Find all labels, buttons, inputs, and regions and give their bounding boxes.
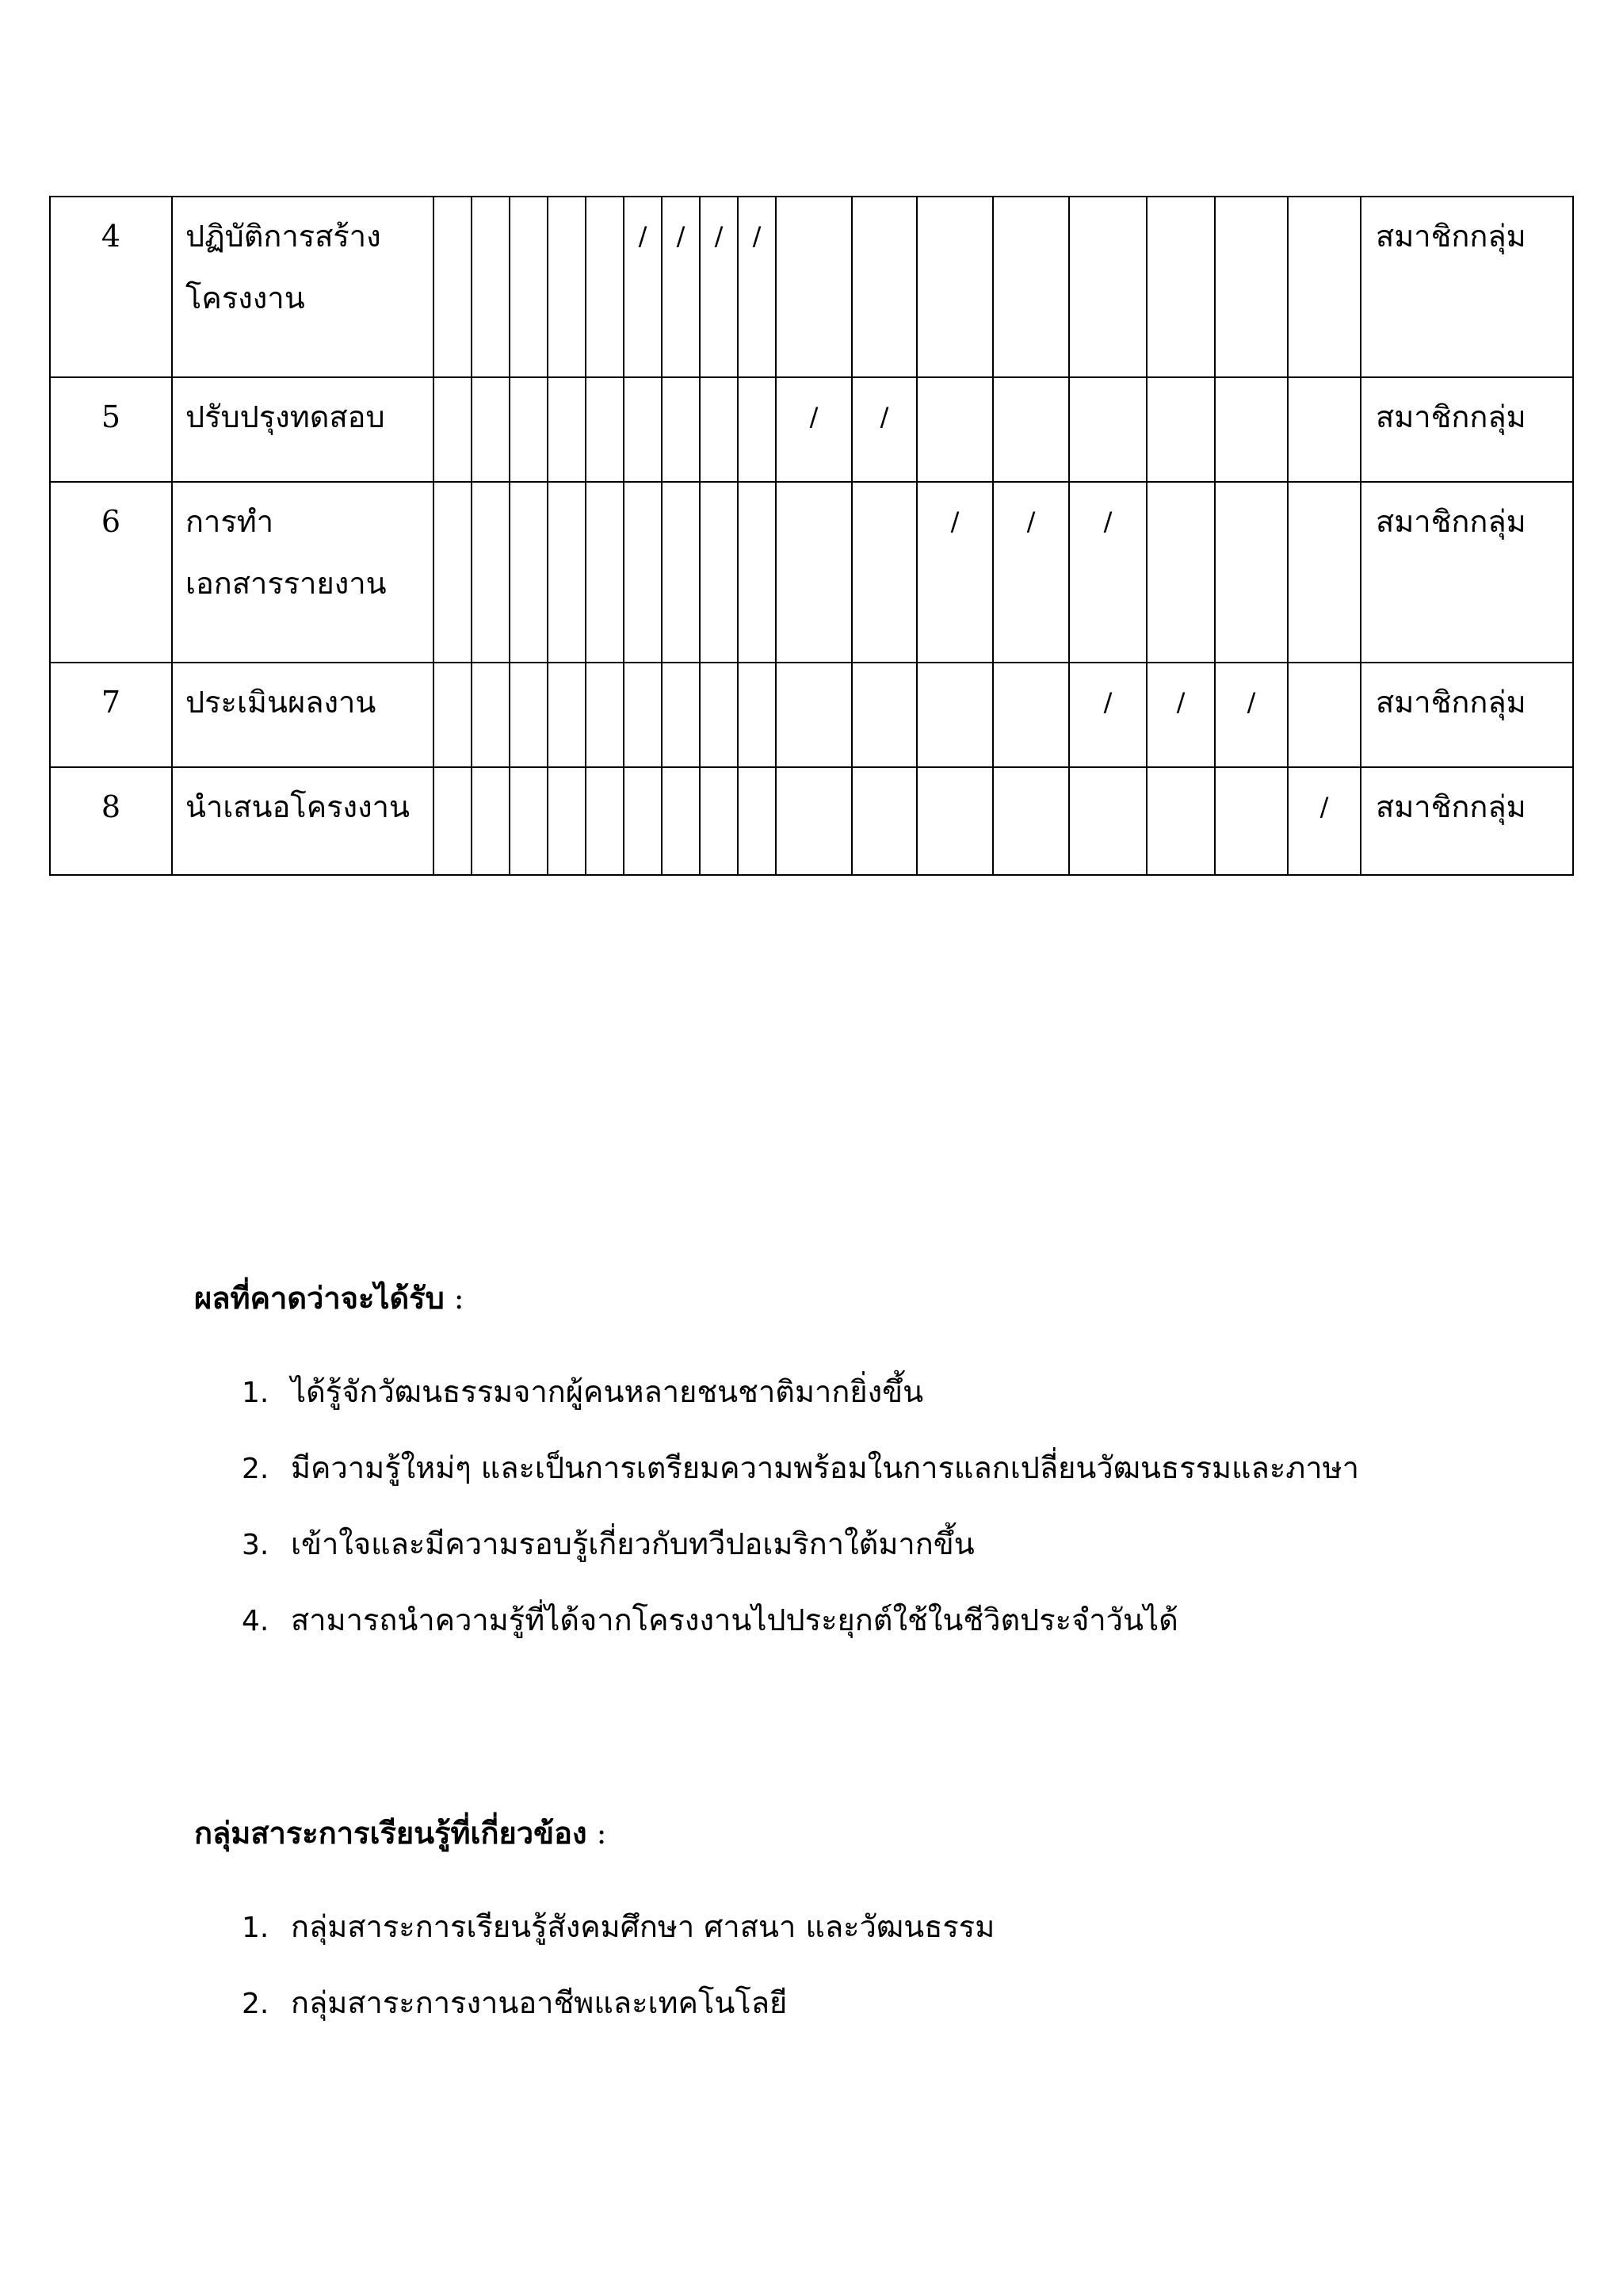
list-text: กลุ่มสาระการงานอาชีพและเทคโนโลยี bbox=[291, 1985, 788, 2020]
schedule-mark-cell bbox=[662, 663, 700, 767]
activity-text: โครงงาน bbox=[185, 281, 305, 315]
schedule-mark-cell bbox=[700, 767, 738, 875]
schedule-mark-cell bbox=[917, 767, 993, 875]
schedule-mark-cell bbox=[993, 663, 1069, 767]
schedule-mark-cell bbox=[510, 197, 548, 377]
schedule-mark-cell bbox=[1288, 482, 1361, 663]
schedule-mark-cell bbox=[917, 663, 993, 767]
schedule-mark-cell bbox=[662, 482, 700, 663]
activity-cell bbox=[172, 197, 433, 377]
expected-results-heading bbox=[194, 1276, 1541, 1320]
schedule-mark-cell bbox=[776, 482, 852, 663]
schedule-mark-cell bbox=[433, 482, 472, 663]
activity-cell bbox=[172, 377, 433, 482]
schedule-mark-cell bbox=[852, 482, 917, 663]
schedule-mark-cell bbox=[1215, 767, 1288, 875]
schedule-mark-cell: / bbox=[1147, 663, 1215, 767]
activity-cell bbox=[172, 767, 433, 875]
table-row bbox=[50, 377, 1573, 482]
schedule-mark-cell: / bbox=[1069, 482, 1147, 663]
schedule-mark-cell bbox=[1215, 197, 1288, 377]
schedule-mark-cell bbox=[586, 377, 624, 482]
schedule-mark-cell bbox=[586, 482, 624, 663]
schedule-mark-cell: / bbox=[1069, 663, 1147, 767]
row-number: 8 bbox=[50, 767, 172, 875]
related-subjects-heading-text: กลุ่มสาระการเรียนรู้ที่เกี่ยวข้อง bbox=[194, 1815, 587, 1851]
schedule-mark-cell bbox=[433, 197, 472, 377]
schedule-mark-cell: / bbox=[1215, 663, 1288, 767]
schedule-mark-cell: / bbox=[738, 197, 776, 377]
schedule-mark-cell: / bbox=[700, 197, 738, 377]
schedule-mark-cell bbox=[852, 767, 917, 875]
row-number: 5 bbox=[50, 377, 172, 482]
schedule-mark-cell bbox=[624, 767, 662, 875]
schedule-mark-cell bbox=[624, 663, 662, 767]
activity-text: ประเมินผลงาน bbox=[185, 685, 376, 720]
table-row bbox=[50, 197, 1573, 377]
schedule-mark-cell bbox=[433, 377, 472, 482]
schedule-mark-cell: / bbox=[1288, 767, 1361, 875]
list-item bbox=[194, 1598, 1541, 1674]
schedule-mark-cell: / bbox=[993, 482, 1069, 663]
list-item bbox=[194, 1370, 1541, 1446]
schedule-table-body bbox=[50, 197, 1573, 875]
schedule-mark-cell bbox=[472, 767, 510, 875]
expected-results-section bbox=[194, 1276, 1541, 1674]
schedule-mark-cell bbox=[472, 663, 510, 767]
responsible-cell: สมาชิกกลุ่ม bbox=[1361, 663, 1573, 767]
schedule-mark-cell bbox=[586, 663, 624, 767]
related-subjects-list bbox=[194, 1904, 1541, 2057]
schedule-mark-cell bbox=[624, 377, 662, 482]
schedule-mark-cell bbox=[776, 197, 852, 377]
schedule-mark-cell: / bbox=[917, 482, 993, 663]
schedule-mark-cell bbox=[433, 767, 472, 875]
activity-text: ปฏิบัติการสร้าง bbox=[185, 219, 381, 254]
activity-text: นำเสนอโครงงาน bbox=[185, 789, 410, 824]
schedule-mark-cell bbox=[433, 663, 472, 767]
list-number: 2. bbox=[242, 1453, 269, 1485]
schedule-mark-cell bbox=[548, 482, 586, 663]
schedule-mark-cell: / bbox=[852, 377, 917, 482]
responsible-cell: สมาชิกกลุ่ม bbox=[1361, 197, 1573, 377]
schedule-mark-cell bbox=[1288, 197, 1361, 377]
schedule-mark-cell bbox=[1288, 377, 1361, 482]
heading-colon: : bbox=[444, 1281, 464, 1316]
list-item bbox=[194, 1522, 1541, 1598]
schedule-mark-cell bbox=[1069, 197, 1147, 377]
schedule-mark-cell bbox=[1215, 377, 1288, 482]
list-text: สามารถนำความรู้ที่ได้จากโครงงานไปประยุกต์ใช้ในชีวิตประจำวันได้ bbox=[291, 1603, 1178, 1637]
schedule-mark-cell bbox=[1147, 377, 1215, 482]
schedule-mark-cell: / bbox=[776, 377, 852, 482]
schedule-mark-cell bbox=[700, 377, 738, 482]
schedule-mark-cell bbox=[548, 663, 586, 767]
schedule-mark-cell bbox=[472, 482, 510, 663]
table-row bbox=[50, 663, 1573, 767]
schedule-mark-cell: / bbox=[662, 197, 700, 377]
schedule-mark-cell bbox=[738, 377, 776, 482]
schedule-mark-cell bbox=[917, 197, 993, 377]
schedule-mark-cell bbox=[510, 663, 548, 767]
schedule-mark-cell bbox=[700, 482, 738, 663]
schedule-mark-cell bbox=[586, 197, 624, 377]
table-row bbox=[50, 482, 1573, 663]
schedule-mark-cell bbox=[1147, 767, 1215, 875]
list-number: 3. bbox=[242, 1529, 269, 1561]
list-number: 1. bbox=[242, 1912, 269, 1944]
schedule-mark-cell bbox=[510, 377, 548, 482]
expected-results-list bbox=[194, 1370, 1541, 1674]
list-text: เข้าใจและมีความรอบรู้เกี่ยวกับทวีปอเมริกาใต้มากขึ้น bbox=[291, 1526, 975, 1561]
schedule-mark-cell bbox=[738, 767, 776, 875]
list-number: 1. bbox=[242, 1377, 269, 1409]
schedule-mark-cell bbox=[917, 377, 993, 482]
schedule-mark-cell: / bbox=[624, 197, 662, 377]
schedule-mark-cell bbox=[993, 377, 1069, 482]
responsible-cell: สมาชิกกลุ่ม bbox=[1361, 767, 1573, 875]
schedule-mark-cell bbox=[548, 377, 586, 482]
schedule-mark-cell bbox=[624, 482, 662, 663]
schedule-mark-cell bbox=[1288, 663, 1361, 767]
schedule-mark-cell bbox=[1069, 377, 1147, 482]
schedule-mark-cell bbox=[993, 767, 1069, 875]
list-number: 4. bbox=[242, 1605, 269, 1637]
schedule-mark-cell bbox=[1215, 482, 1288, 663]
schedule-mark-cell bbox=[662, 377, 700, 482]
responsible-cell: สมาชิกกลุ่ม bbox=[1361, 377, 1573, 482]
schedule-mark-cell bbox=[738, 482, 776, 663]
activity-cell bbox=[172, 663, 433, 767]
schedule-mark-cell bbox=[700, 663, 738, 767]
activity-text: เอกสารรายงาน bbox=[185, 566, 387, 601]
schedule-mark-cell bbox=[510, 482, 548, 663]
responsible-cell: สมาชิกกลุ่ม bbox=[1361, 482, 1573, 663]
schedule-mark-cell bbox=[548, 767, 586, 875]
related-subjects-heading bbox=[194, 1811, 1541, 1855]
schedule-mark-cell bbox=[586, 767, 624, 875]
schedule-mark-cell bbox=[993, 197, 1069, 377]
expected-results-heading-text: ผลที่คาดว่าจะได้รับ bbox=[194, 1280, 445, 1316]
schedule-mark-cell bbox=[776, 663, 852, 767]
schedule-mark-cell bbox=[852, 197, 917, 377]
activity-text: การทำ bbox=[185, 504, 274, 539]
row-number: 6 bbox=[50, 482, 172, 663]
schedule-mark-cell bbox=[852, 663, 917, 767]
related-subjects-section bbox=[194, 1811, 1541, 2057]
schedule-mark-cell bbox=[1147, 197, 1215, 377]
list-item bbox=[194, 1981, 1541, 2057]
heading-colon: : bbox=[586, 1816, 607, 1851]
schedule-table bbox=[49, 196, 1574, 876]
list-text: ได้รู้จักวัฒนธรรมจากผู้คนหลายชนชาติมากยิ่งขึ้น bbox=[291, 1374, 924, 1409]
schedule-mark-cell bbox=[472, 197, 510, 377]
schedule-mark-cell bbox=[548, 197, 586, 377]
list-text: มีความรู้ใหม่ๆ และเป็นการเตรียมความพร้อมในการแลกเปลี่ยนวัฒนธรรมและภาษา bbox=[291, 1450, 1360, 1485]
list-item bbox=[194, 1446, 1541, 1522]
schedule-mark-cell bbox=[1147, 482, 1215, 663]
list-text: กลุ่มสาระการเรียนรู้สังคมศึกษา ศาสนา และวัฒนธรรม bbox=[291, 1909, 995, 1944]
activity-text: ปรับปรุงทดสอบ bbox=[185, 399, 385, 434]
schedule-mark-cell bbox=[1069, 767, 1147, 875]
schedule-mark-cell bbox=[510, 767, 548, 875]
schedule-mark-cell bbox=[776, 767, 852, 875]
row-number: 7 bbox=[50, 663, 172, 767]
schedule-mark-cell bbox=[738, 663, 776, 767]
activity-cell bbox=[172, 482, 433, 663]
row-number: 4 bbox=[50, 197, 172, 377]
list-number: 2. bbox=[242, 1988, 269, 2020]
schedule-mark-cell bbox=[662, 767, 700, 875]
table-row bbox=[50, 767, 1573, 875]
schedule-mark-cell bbox=[472, 377, 510, 482]
list-item bbox=[194, 1904, 1541, 1981]
